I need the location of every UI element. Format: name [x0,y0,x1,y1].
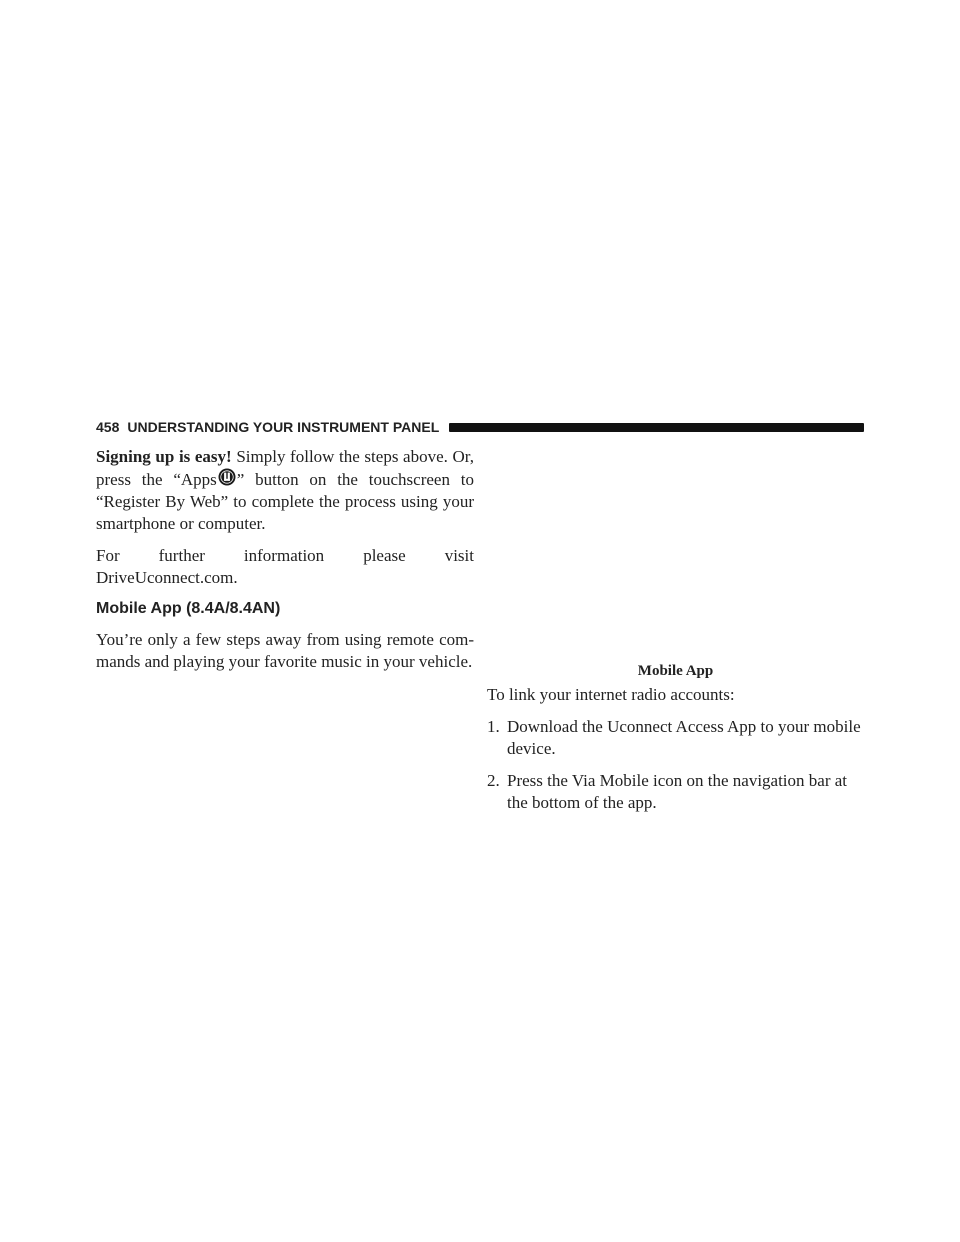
page-number: 458 [96,419,120,435]
figure-caption: Mobile App [637,663,714,679]
step-number: 2. [487,771,500,790]
right-column [487,446,864,824]
signup-text-2: ” button on the touchscreen to “Register By Web” to complete the process using your smartphone or computer. [96,470,474,533]
step-text: Download the Uconnect Access App to your mobile device. [507,717,861,758]
steps-list [487,716,864,814]
step-number: 1. [487,717,500,736]
step-text: Press the Via Mobile icon on the navigation bar at the bottom of the app. [507,771,848,812]
signup-lead: Signing up is easy! [96,447,232,466]
signup-paragraph [96,446,474,535]
page-header [96,417,864,437]
link-accounts-intro: To link your internet radio accounts: [487,685,735,704]
left-column [96,446,474,673]
info-paragraph: For further information please visit DriveUconnect.com. [96,546,474,587]
header-rule [449,423,864,432]
section-body: You’re only a few steps away from using remote com- mands and playing your favorite music in your vehicle. [96,630,474,671]
signup-text-1: Simply follow the steps above. Or, press the “Apps [96,447,474,489]
section-heading: Mobile App (8.4A/8.4AN) [96,600,281,617]
apps-icon [218,468,236,486]
list-item [487,770,864,814]
figure-placeholder [487,446,864,662]
running-title: UNDERSTANDING YOUR INSTRUMENT PANEL [127,419,440,435]
list-item [487,716,864,760]
